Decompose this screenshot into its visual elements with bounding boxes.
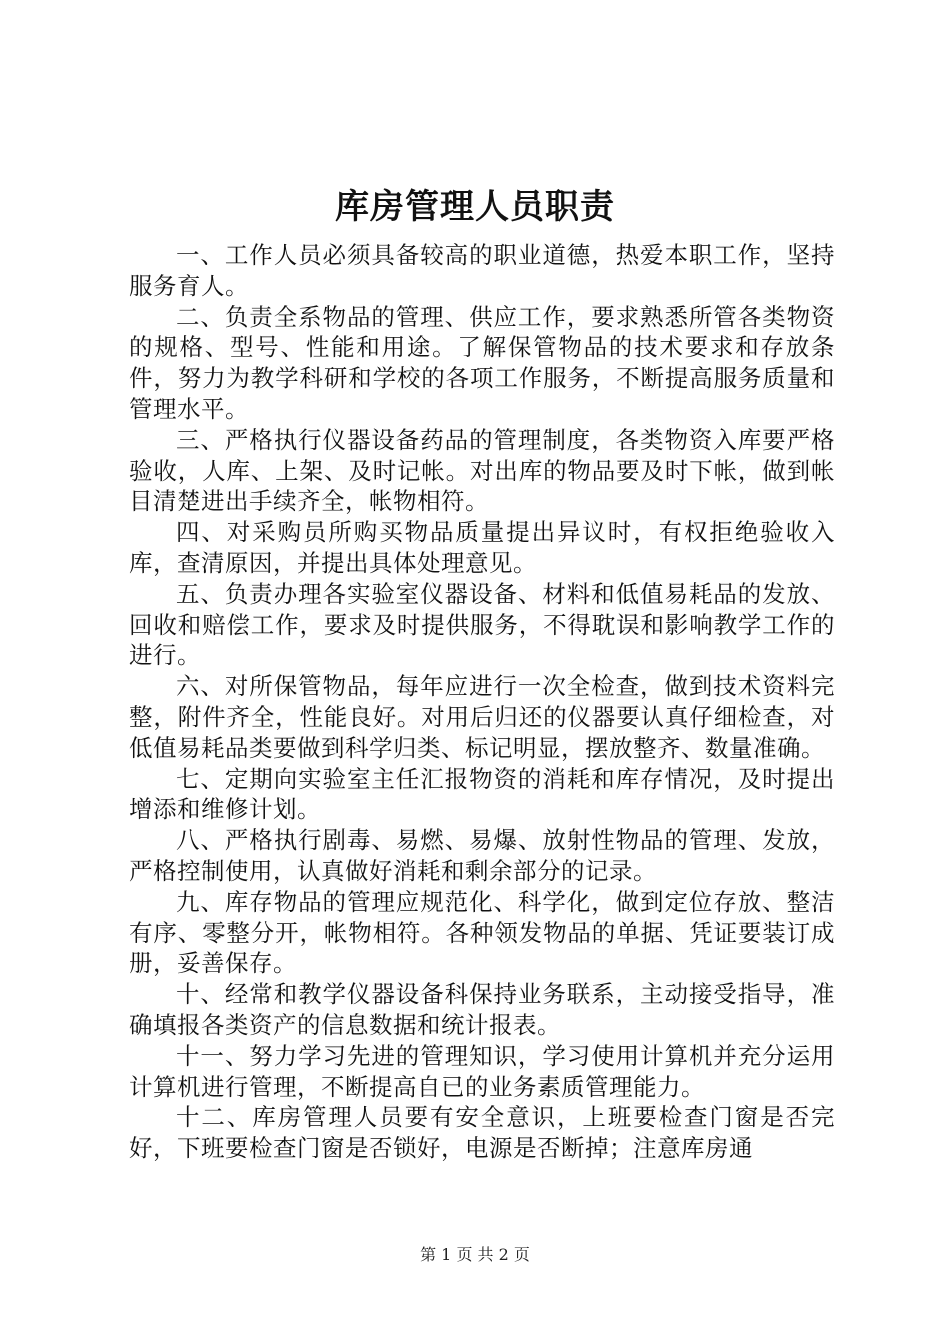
paragraph-4: 四、对采购员所购买物品质量提出异议时，有权拒绝验收入库，查清原因，并提出具体处理意见。: [129, 518, 835, 577]
paragraph-5: 五、负责办理各实验室仪器设备、材料和低值易耗品的发放、回收和赔偿工作，要求及时提供服务，不得耽误和影响教学工作的进行。: [129, 579, 835, 670]
paragraph-11: 十一、努力学习先进的管理知识，学习使用计算机并充分运用计算机进行管理，不断提高自已的业务素质管理能力。: [129, 1041, 835, 1101]
paragraph-9: 九、库存物品的管理应规范化、科学化，做到定位存放、整洁有序、零整分开，帐物相符。各种领发物品的单据、凭证要装订成册，妥善保存。: [129, 887, 835, 978]
paragraph-7: 七、定期向实验室主任汇报物资的消耗和库存情况，及时提出增添和维修计划。: [129, 764, 835, 824]
document-body: [129, 240, 835, 1164]
paragraph-8: 八、严格执行剧毒、易燃、易爆、放射性物品的管理、发放，严格控制使用，认真做好消耗和剩余部分的记录。: [129, 826, 835, 885]
page-title: 库房管理人员职责: [335, 187, 615, 227]
paragraph-12: 十二、库房管理人员要有安全意识，上班要检查门窗是否完好，下班要检查门窗是否锁好，电源是否断掉；注意库房通: [129, 1103, 835, 1163]
paragraph-10: 十、经常和教学仪器设备科保持业务联系，主动接受指导，准确填报各类资产的信息数据和统计报表。: [129, 980, 835, 1039]
page-footer: 第 1 页 共 2 页: [420, 1245, 530, 1264]
paragraph-3: 三、严格执行仪器设备药品的管理制度，各类物资入库要严格验收，人库、上架、及时记帐。对出库的物品要及时下帐，做到帐目清楚进出手续齐全，帐物相符。: [129, 425, 835, 516]
paragraph-6: 六、对所保管物品，每年应进行一次全检查，做到技术资料完整，附件齐全，性能良好。对用后归还的仪器要认真仔细检查，对低值易耗品类要做到科学归类、标记明显，摆放整齐、数量准确。: [129, 672, 835, 762]
paragraph-1: 一、工作人员必须具备较高的职业道德，热爱本职工作，坚持服务育人。: [129, 241, 835, 300]
paragraph-2: 二、负责全系物品的管理、供应工作，要求熟悉所管各类物资的规格、型号、性能和用途。了解保管物品的技术要求和存放条件，努力为教学科研和学校的各项工作服务，不断提高服务质量和管理水平。: [129, 302, 835, 423]
